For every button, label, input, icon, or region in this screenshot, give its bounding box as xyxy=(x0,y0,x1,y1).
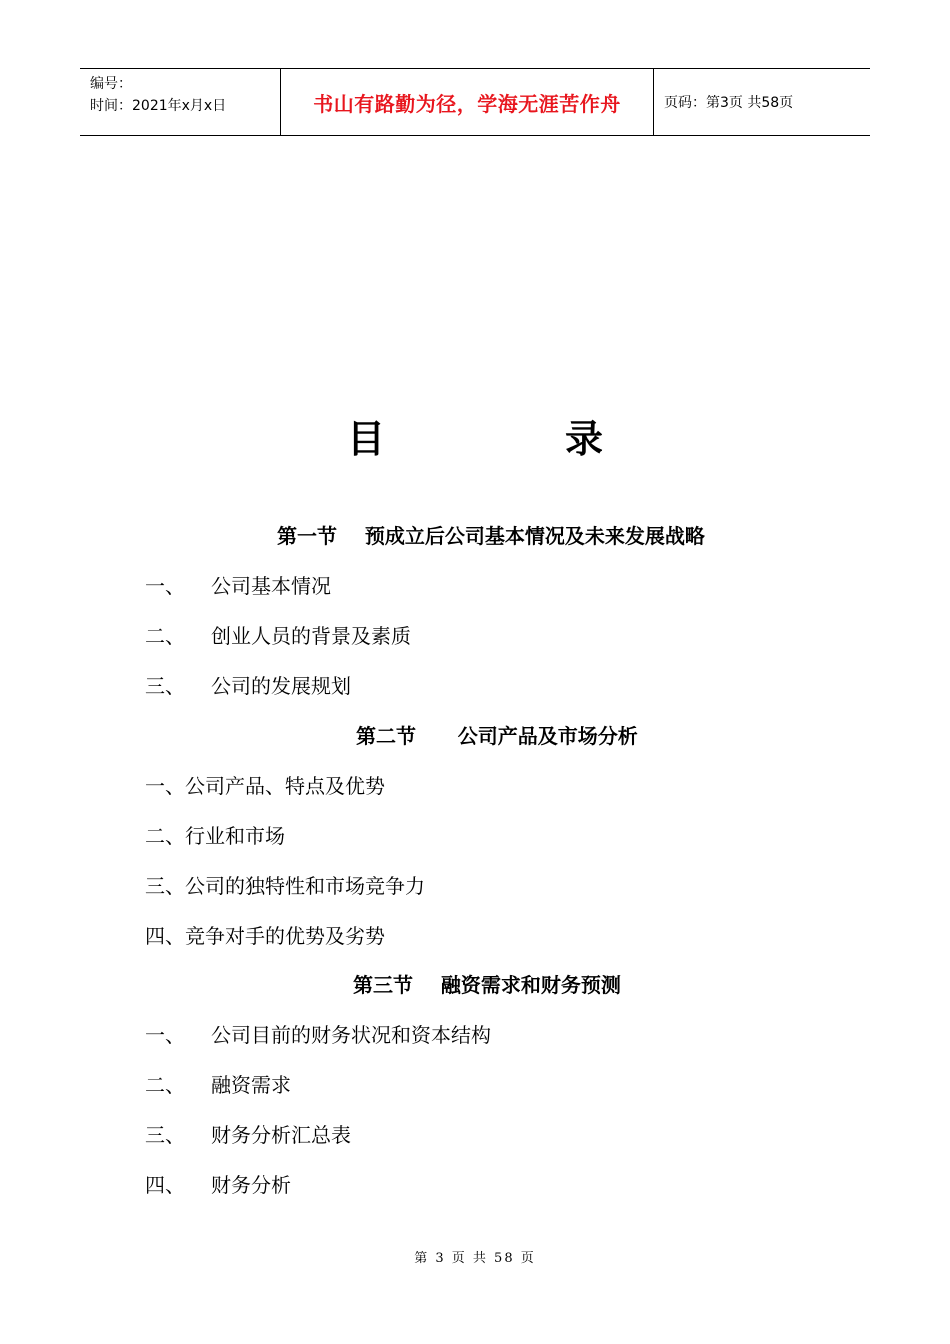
item-mark: 三、 xyxy=(145,1123,185,1147)
item-mark: 二、 xyxy=(145,624,185,648)
toc-item xyxy=(145,570,331,599)
section-title: 融资需求和财务预测 xyxy=(440,973,621,997)
toc-item xyxy=(145,620,411,649)
toc-title-right: 录 xyxy=(565,417,604,461)
page-footer: 第 3 页 共 58 页 xyxy=(414,1251,536,1266)
section-number: 第二节 xyxy=(356,724,416,748)
header-page-info: 页码：第3页 共58页 xyxy=(664,95,794,111)
section-heading-2 xyxy=(356,720,638,749)
item-mark: 二、 xyxy=(145,1073,185,1097)
toc-item: 一、公司产品、特点及优势 xyxy=(145,774,385,798)
item-text: 公司基本情况 xyxy=(211,574,331,598)
toc-item: 三、公司的独特性和市场竞争力 xyxy=(145,874,425,898)
header-motto: 书山有路勤为径，学海无涯苦作舟 xyxy=(313,91,621,116)
header-page-cell xyxy=(654,69,870,135)
section-heading-1 xyxy=(277,520,705,549)
item-text: 财务分析 xyxy=(211,1173,291,1197)
toc-item: 二、行业和市场 xyxy=(145,824,285,848)
section-number: 第三节 xyxy=(353,973,413,997)
section-heading-3 xyxy=(353,969,621,998)
header-motto-cell xyxy=(281,69,654,135)
toc-title-left: 目 xyxy=(346,417,385,461)
document-time-label: 时间：2021年x月x日 xyxy=(90,98,227,114)
item-text: 财务分析汇总表 xyxy=(211,1123,351,1147)
item-mark: 一、 xyxy=(145,1023,185,1047)
item-text: 融资需求 xyxy=(211,1073,291,1097)
section-title: 预成立后公司基本情况及未来发展战略 xyxy=(364,524,705,548)
toc-item xyxy=(145,1069,291,1098)
toc-item xyxy=(145,1019,491,1048)
toc-item xyxy=(145,670,351,699)
toc-title xyxy=(0,408,950,463)
toc-item: 四、竞争对手的优势及劣势 xyxy=(145,924,385,948)
item-mark: 三、 xyxy=(145,674,185,698)
document-number-label: 编号： xyxy=(90,76,132,92)
item-text: 创业人员的背景及素质 xyxy=(211,624,411,648)
section-number: 第一节 xyxy=(277,524,337,548)
item-mark: 一、 xyxy=(145,574,185,598)
page-header xyxy=(80,68,870,136)
item-text: 公司的发展规划 xyxy=(211,674,351,698)
item-text: 公司目前的财务状况和资本结构 xyxy=(211,1023,491,1047)
header-meta xyxy=(80,69,281,135)
toc-item xyxy=(145,1169,291,1198)
toc-item xyxy=(145,1119,351,1148)
section-title: 公司产品及市场分析 xyxy=(457,724,638,748)
item-mark: 四、 xyxy=(145,1173,185,1197)
